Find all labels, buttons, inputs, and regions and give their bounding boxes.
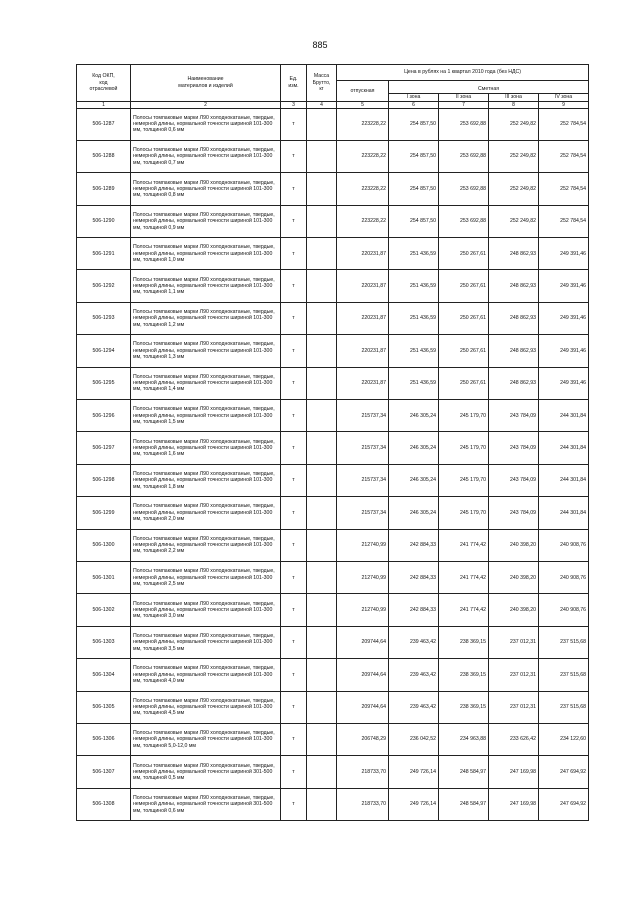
row-name: Полосы томпаковые марки Л90 холоднокатаные, твердые, немерной длины, нормальной точности шириной 101-300 мм, толщиной 0,7 мм bbox=[131, 140, 281, 172]
row-code: 506-1294 bbox=[77, 335, 131, 367]
row-release-price: 215737,34 bbox=[337, 497, 389, 529]
table-row bbox=[77, 756, 589, 788]
row-mass bbox=[307, 497, 337, 529]
row-release-price: 223228,22 bbox=[337, 205, 389, 237]
header-mass: Масса Брутто, кг bbox=[307, 65, 337, 102]
row-code: 506-1302 bbox=[77, 594, 131, 626]
row-unit: т bbox=[281, 108, 307, 140]
row-code: 506-1287 bbox=[77, 108, 131, 140]
row-zone-4-price: 240 908,76 bbox=[539, 561, 589, 593]
row-name: Полосы томпаковые марки Л90 холоднокатаные, твердые, немерной длины, нормальной точности шириной 101-300 мм, толщиной 2,5 мм bbox=[131, 561, 281, 593]
row-mass bbox=[307, 529, 337, 561]
row-zone-4-price: 252 784,54 bbox=[539, 108, 589, 140]
row-zone-1-price: 249 726,14 bbox=[389, 788, 439, 820]
row-zone-1-price: 246 305,24 bbox=[389, 432, 439, 464]
table-row bbox=[77, 691, 589, 723]
row-zone-4-price: 244 301,84 bbox=[539, 497, 589, 529]
row-release-price: 220231,87 bbox=[337, 302, 389, 334]
row-zone-4-price: 247 694,92 bbox=[539, 756, 589, 788]
table-row bbox=[77, 659, 589, 691]
col-number: 2 bbox=[131, 101, 281, 108]
col-number: 9 bbox=[539, 101, 589, 108]
row-zone-4-price: 237 515,68 bbox=[539, 659, 589, 691]
row-unit: т bbox=[281, 723, 307, 755]
row-zone-3-price: 248 862,93 bbox=[489, 302, 539, 334]
table-row bbox=[77, 788, 589, 820]
row-name: Полосы томпаковые марки Л90 холоднокатаные, твердые, немерной длины, нормальной точности шириной 101-300 мм, толщиной 0,6 мм bbox=[131, 108, 281, 140]
row-mass bbox=[307, 108, 337, 140]
row-zone-3-price: 240 398,20 bbox=[489, 561, 539, 593]
row-zone-2-price: 238 369,15 bbox=[439, 659, 489, 691]
row-mass bbox=[307, 238, 337, 270]
row-zone-1-price: 246 305,24 bbox=[389, 497, 439, 529]
row-release-price: 206748,29 bbox=[337, 723, 389, 755]
row-mass bbox=[307, 302, 337, 334]
row-unit: т bbox=[281, 367, 307, 399]
row-release-price: 223228,22 bbox=[337, 140, 389, 172]
row-zone-2-price: 250 267,61 bbox=[439, 335, 489, 367]
col-number: 3 bbox=[281, 101, 307, 108]
header-release: отпускная bbox=[337, 81, 389, 102]
row-zone-3-price: 247 169,98 bbox=[489, 756, 539, 788]
row-mass bbox=[307, 173, 337, 205]
row-unit: т bbox=[281, 561, 307, 593]
table-body bbox=[77, 108, 589, 821]
header-zone-3: III зона bbox=[489, 94, 539, 102]
row-name: Полосы томпаковые марки Л90 холоднокатаные, твердые, немерной длины, нормальной точности шириной 101-300 мм, толщиной 1,8 мм bbox=[131, 464, 281, 496]
row-zone-3-price: 248 862,93 bbox=[489, 270, 539, 302]
page-number: 885 bbox=[312, 40, 328, 50]
row-mass bbox=[307, 464, 337, 496]
row-release-price: 218733,70 bbox=[337, 788, 389, 820]
row-code: 506-1301 bbox=[77, 561, 131, 593]
row-unit: т bbox=[281, 205, 307, 237]
row-zone-3-price: 233 626,42 bbox=[489, 723, 539, 755]
row-zone-1-price: 239 463,42 bbox=[389, 626, 439, 658]
row-release-price: 220231,87 bbox=[337, 367, 389, 399]
row-code: 506-1293 bbox=[77, 302, 131, 334]
row-zone-2-price: 250 267,61 bbox=[439, 238, 489, 270]
row-name: Полосы томпаковые марки Л90 холоднокатаные, твердые, немерной длины, нормальной точности шириной 301-500 мм, толщиной 0,5 мм bbox=[131, 756, 281, 788]
row-zone-3-price: 240 398,20 bbox=[489, 594, 539, 626]
row-zone-2-price: 241 774,42 bbox=[439, 529, 489, 561]
row-zone-1-price: 246 305,24 bbox=[389, 400, 439, 432]
row-mass bbox=[307, 788, 337, 820]
col-number: 7 bbox=[439, 101, 489, 108]
row-zone-4-price: 249 391,46 bbox=[539, 335, 589, 367]
row-zone-1-price: 242 884,33 bbox=[389, 561, 439, 593]
row-zone-1-price: 239 463,42 bbox=[389, 691, 439, 723]
row-release-price: 209744,64 bbox=[337, 626, 389, 658]
row-code: 506-1299 bbox=[77, 497, 131, 529]
row-name: Полосы томпаковые марки Л90 холоднокатаные, твердые, немерной длины, нормальной точности шириной 101-300 мм, толщиной 1,6 мм bbox=[131, 432, 281, 464]
row-zone-3-price: 248 862,93 bbox=[489, 367, 539, 399]
row-zone-2-price: 250 267,61 bbox=[439, 367, 489, 399]
row-code: 506-1298 bbox=[77, 464, 131, 496]
row-mass bbox=[307, 335, 337, 367]
row-zone-4-price: 240 908,76 bbox=[539, 594, 589, 626]
row-name: Полосы томпаковые марки Л90 холоднокатаные, твердые, немерной длины, нормальной точности шириной 101-300 мм, толщиной 4,0 мм bbox=[131, 659, 281, 691]
row-code: 506-1295 bbox=[77, 367, 131, 399]
row-zone-4-price: 234 122,60 bbox=[539, 723, 589, 755]
row-release-price: 212740,99 bbox=[337, 561, 389, 593]
row-zone-4-price: 244 301,84 bbox=[539, 400, 589, 432]
row-mass bbox=[307, 723, 337, 755]
row-mass bbox=[307, 626, 337, 658]
row-zone-4-price: 249 391,46 bbox=[539, 367, 589, 399]
row-release-price: 209744,64 bbox=[337, 659, 389, 691]
col-number: 4 bbox=[307, 101, 337, 108]
row-mass bbox=[307, 691, 337, 723]
table-header bbox=[77, 65, 589, 109]
row-zone-4-price: 252 784,54 bbox=[539, 205, 589, 237]
row-mass bbox=[307, 400, 337, 432]
row-zone-1-price: 242 884,33 bbox=[389, 594, 439, 626]
row-name: Полосы томпаковые марки Л90 холоднокатаные, твердые, немерной длины, нормальной точности шириной 101-300 мм, толщиной 0,8 мм bbox=[131, 173, 281, 205]
table-row bbox=[77, 626, 589, 658]
row-zone-1-price: 254 857,50 bbox=[389, 140, 439, 172]
row-name: Полосы томпаковые марки Л90 холоднокатаные, твердые, немерной длины, нормальной точности шириной 301-500 мм, толщиной 0,6 мм bbox=[131, 788, 281, 820]
row-unit: т bbox=[281, 302, 307, 334]
row-code: 506-1305 bbox=[77, 691, 131, 723]
row-zone-1-price: 254 857,50 bbox=[389, 108, 439, 140]
row-zone-1-price: 236 042,52 bbox=[389, 723, 439, 755]
table-row bbox=[77, 302, 589, 334]
header-zone-1: I зона bbox=[389, 94, 439, 102]
row-zone-1-price: 251 436,59 bbox=[389, 367, 439, 399]
row-zone-3-price: 247 169,98 bbox=[489, 788, 539, 820]
table-row bbox=[77, 140, 589, 172]
row-unit: т bbox=[281, 497, 307, 529]
row-name: Полосы томпаковые марки Л90 холоднокатаные, твердые, немерной длины, нормальной точности шириной 101-300 мм, толщиной 0,9 мм bbox=[131, 205, 281, 237]
row-zone-1-price: 254 857,50 bbox=[389, 173, 439, 205]
table-row bbox=[77, 270, 589, 302]
row-zone-3-price: 248 862,93 bbox=[489, 335, 539, 367]
row-unit: т bbox=[281, 464, 307, 496]
row-zone-1-price: 251 436,59 bbox=[389, 238, 439, 270]
row-zone-2-price: 238 369,15 bbox=[439, 626, 489, 658]
row-zone-2-price: 245 179,70 bbox=[439, 464, 489, 496]
row-zone-4-price: 244 301,84 bbox=[539, 432, 589, 464]
row-zone-4-price: 237 515,68 bbox=[539, 626, 589, 658]
row-release-price: 220231,87 bbox=[337, 238, 389, 270]
row-mass bbox=[307, 756, 337, 788]
row-zone-3-price: 243 784,09 bbox=[489, 464, 539, 496]
table-row bbox=[77, 238, 589, 270]
row-zone-3-price: 240 398,20 bbox=[489, 529, 539, 561]
table-row bbox=[77, 529, 589, 561]
col-number: 5 bbox=[337, 101, 389, 108]
row-release-price: 223228,22 bbox=[337, 173, 389, 205]
row-unit: т bbox=[281, 691, 307, 723]
row-release-price: 212740,99 bbox=[337, 529, 389, 561]
table-row bbox=[77, 432, 589, 464]
row-zone-4-price: 252 784,54 bbox=[539, 140, 589, 172]
row-zone-3-price: 252 249,82 bbox=[489, 205, 539, 237]
table-row bbox=[77, 497, 589, 529]
row-zone-2-price: 245 179,70 bbox=[439, 432, 489, 464]
row-zone-3-price: 252 249,82 bbox=[489, 173, 539, 205]
row-mass bbox=[307, 659, 337, 691]
table-row bbox=[77, 335, 589, 367]
row-zone-3-price: 243 784,09 bbox=[489, 400, 539, 432]
row-release-price: 215737,34 bbox=[337, 400, 389, 432]
header-price-group: Цена в рублях на 1 квартал 2010 года (без НДС) bbox=[337, 65, 589, 81]
row-mass bbox=[307, 140, 337, 172]
row-code: 506-1304 bbox=[77, 659, 131, 691]
table-row bbox=[77, 594, 589, 626]
row-unit: т bbox=[281, 788, 307, 820]
row-unit: т bbox=[281, 173, 307, 205]
row-code: 506-1307 bbox=[77, 756, 131, 788]
row-code: 506-1290 bbox=[77, 205, 131, 237]
header-estimate: Сметная bbox=[389, 86, 589, 94]
row-zone-2-price: 253 692,88 bbox=[439, 140, 489, 172]
row-mass bbox=[307, 594, 337, 626]
row-zone-2-price: 245 179,70 bbox=[439, 497, 489, 529]
row-zone-1-price: 249 726,14 bbox=[389, 756, 439, 788]
row-zone-4-price: 249 391,46 bbox=[539, 302, 589, 334]
row-zone-4-price: 252 784,54 bbox=[539, 173, 589, 205]
row-zone-1-price: 251 436,59 bbox=[389, 270, 439, 302]
col-number: 8 bbox=[489, 101, 539, 108]
row-name: Полосы томпаковые марки Л90 холоднокатаные, твердые, немерной длины, нормальной точности шириной 101-300 мм, толщиной 2,2 мм bbox=[131, 529, 281, 561]
row-code: 506-1297 bbox=[77, 432, 131, 464]
table-row bbox=[77, 108, 589, 140]
price-table bbox=[76, 64, 589, 821]
row-name: Полосы томпаковые марки Л90 холоднокатаные, твердые, немерной длины, нормальной точности шириной 101-300 мм, толщиной 3,5 мм bbox=[131, 626, 281, 658]
row-zone-2-price: 250 267,61 bbox=[439, 270, 489, 302]
row-zone-4-price: 244 301,84 bbox=[539, 464, 589, 496]
row-code: 506-1303 bbox=[77, 626, 131, 658]
row-zone-3-price: 252 249,82 bbox=[489, 140, 539, 172]
row-zone-3-price: 248 862,93 bbox=[489, 238, 539, 270]
row-zone-1-price: 239 463,42 bbox=[389, 659, 439, 691]
header-name: Наименование материалов и изделий bbox=[131, 65, 281, 102]
row-zone-2-price: 238 369,15 bbox=[439, 691, 489, 723]
row-zone-3-price: 237 012,31 bbox=[489, 626, 539, 658]
row-zone-3-price: 243 784,09 bbox=[489, 432, 539, 464]
row-mass bbox=[307, 367, 337, 399]
row-zone-4-price: 247 694,92 bbox=[539, 788, 589, 820]
row-unit: т bbox=[281, 432, 307, 464]
table-row bbox=[77, 561, 589, 593]
row-zone-4-price: 249 391,46 bbox=[539, 270, 589, 302]
row-name: Полосы томпаковые марки Л90 холоднокатаные, твердые, немерной длины, нормальной точности шириной 101-300 мм, толщиной 1,3 мм bbox=[131, 335, 281, 367]
row-name: Полосы томпаковые марки Л90 холоднокатаные, твердые, немерной длины, нормальной точности шириной 101-300 мм, толщиной 1,5 мм bbox=[131, 400, 281, 432]
row-code: 506-1300 bbox=[77, 529, 131, 561]
row-name: Полосы томпаковые марки Л90 холоднокатаные, твердые, немерной длины, нормальной точности шириной 101-300 мм, толщиной 4,5 мм bbox=[131, 691, 281, 723]
row-zone-1-price: 251 436,59 bbox=[389, 335, 439, 367]
row-zone-1-price: 251 436,59 bbox=[389, 302, 439, 334]
row-zone-2-price: 245 179,70 bbox=[439, 400, 489, 432]
row-code: 506-1306 bbox=[77, 723, 131, 755]
row-code: 506-1308 bbox=[77, 788, 131, 820]
header-zone-2: II зона bbox=[439, 94, 489, 102]
row-unit: т bbox=[281, 659, 307, 691]
row-unit: т bbox=[281, 140, 307, 172]
row-zone-4-price: 249 391,46 bbox=[539, 238, 589, 270]
col-number: 1 bbox=[77, 101, 131, 108]
row-zone-2-price: 234 963,88 bbox=[439, 723, 489, 755]
row-unit: т bbox=[281, 756, 307, 788]
row-code: 506-1288 bbox=[77, 140, 131, 172]
row-name: Полосы томпаковые марки Л90 холоднокатаные, твердые, немерной длины, нормальной точности шириной 101-300 мм, толщиной 1,4 мм bbox=[131, 367, 281, 399]
row-name: Полосы томпаковые марки Л90 холоднокатаные, твердые, немерной длины, нормальной точности шириной 101-300 мм, толщиной 1,0 мм bbox=[131, 238, 281, 270]
row-code: 506-1289 bbox=[77, 173, 131, 205]
row-mass bbox=[307, 432, 337, 464]
row-zone-1-price: 246 305,24 bbox=[389, 464, 439, 496]
row-zone-2-price: 253 692,88 bbox=[439, 173, 489, 205]
row-zone-1-price: 254 857,50 bbox=[389, 205, 439, 237]
row-zone-4-price: 237 515,68 bbox=[539, 691, 589, 723]
table-row bbox=[77, 367, 589, 399]
row-mass bbox=[307, 205, 337, 237]
row-code: 506-1292 bbox=[77, 270, 131, 302]
header-unit: Ед. изм. bbox=[281, 65, 307, 102]
row-name: Полосы томпаковые марки Л90 холоднокатаные, твердые, немерной длины, нормальной точности шириной 101-300 мм, толщиной 1,2 мм bbox=[131, 302, 281, 334]
row-zone-3-price: 252 249,82 bbox=[489, 108, 539, 140]
row-zone-2-price: 253 692,88 bbox=[439, 205, 489, 237]
row-release-price: 209744,64 bbox=[337, 691, 389, 723]
row-zone-1-price: 242 884,33 bbox=[389, 529, 439, 561]
row-release-price: 215737,34 bbox=[337, 464, 389, 496]
row-code: 506-1296 bbox=[77, 400, 131, 432]
row-release-price: 223228,22 bbox=[337, 108, 389, 140]
row-zone-3-price: 243 784,09 bbox=[489, 497, 539, 529]
row-unit: т bbox=[281, 335, 307, 367]
row-zone-3-price: 237 012,31 bbox=[489, 659, 539, 691]
row-mass bbox=[307, 270, 337, 302]
column-number-row bbox=[77, 101, 589, 108]
row-zone-3-price: 237 012,31 bbox=[489, 691, 539, 723]
row-zone-4-price: 240 908,76 bbox=[539, 529, 589, 561]
row-zone-2-price: 248 584,97 bbox=[439, 756, 489, 788]
table-row bbox=[77, 723, 589, 755]
row-release-price: 212740,99 bbox=[337, 594, 389, 626]
row-zone-2-price: 253 692,88 bbox=[439, 108, 489, 140]
row-zone-2-price: 248 584,97 bbox=[439, 788, 489, 820]
row-zone-2-price: 241 774,42 bbox=[439, 561, 489, 593]
table-row bbox=[77, 464, 589, 496]
row-name: Полосы томпаковые марки Л90 холоднокатаные, твердые, немерной длины, нормальной точности шириной 101-300 мм, толщиной 2,0 мм bbox=[131, 497, 281, 529]
row-unit: т bbox=[281, 238, 307, 270]
row-unit: т bbox=[281, 529, 307, 561]
header-code: Код ОКП, код отраслевой bbox=[77, 65, 131, 102]
row-unit: т bbox=[281, 400, 307, 432]
table-row bbox=[77, 205, 589, 237]
table-row bbox=[77, 173, 589, 205]
row-unit: т bbox=[281, 626, 307, 658]
row-release-price: 220231,87 bbox=[337, 335, 389, 367]
row-unit: т bbox=[281, 270, 307, 302]
col-number: 6 bbox=[389, 101, 439, 108]
row-release-price: 215737,34 bbox=[337, 432, 389, 464]
row-name: Полосы томпаковые марки Л90 холоднокатаные, твердые, немерной длины, нормальной точности шириной 101-300 мм, толщиной 1,1 мм bbox=[131, 270, 281, 302]
row-name: Полосы томпаковые марки Л90 холоднокатаные, твердые, немерной длины, нормальной точности шириной 101-300 мм, толщиной 3,0 мм bbox=[131, 594, 281, 626]
row-code: 506-1291 bbox=[77, 238, 131, 270]
row-zone-2-price: 241 774,42 bbox=[439, 594, 489, 626]
table-row bbox=[77, 400, 589, 432]
row-name: Полосы томпаковые марки Л90 холоднокатаные, твердые, немерной длины, нормальной точности шириной 101-300 мм, толщиной 5,0-12,0 мм bbox=[131, 723, 281, 755]
row-release-price: 220231,87 bbox=[337, 270, 389, 302]
row-mass bbox=[307, 561, 337, 593]
row-unit: т bbox=[281, 594, 307, 626]
header-zone-4: IV зона bbox=[539, 94, 589, 102]
row-zone-2-price: 250 267,61 bbox=[439, 302, 489, 334]
row-release-price: 218733,70 bbox=[337, 756, 389, 788]
